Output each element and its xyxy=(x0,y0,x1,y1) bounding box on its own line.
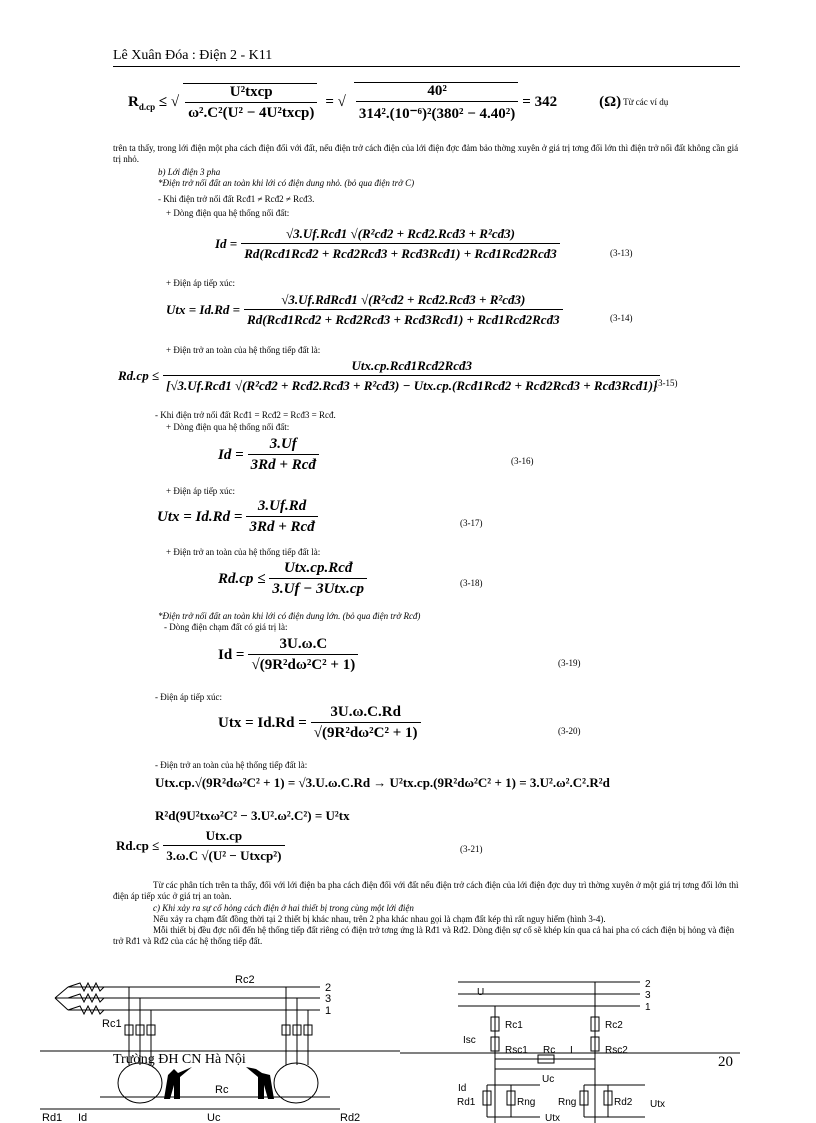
heading-b: b) Lới điện 3 pha xyxy=(158,167,221,177)
equation-3-13: Id = $\frac{\text{√3.Uf.Rcđ1 √(R²cđ2 + Rcđ2.Rcđ3 + R²cđ3)}}{\text{Rd(Rcđ1Rcđ2 + Rcđ2Rcđ3 + Rcđ3Rcđ1) + Rcđ1Rcđ2Rcđ3}}$ xyxy=(215,226,564,262)
derivation-line-a: Utx.cp.√(9R²dω²C² + 1) = √3.U.ω.C.Rd → U²tx.cp.(9R²dω²C² + 1) = 3.U².ω².C².R²d xyxy=(155,775,610,790)
equation-3-17: Utx = Id.Rd = $\frac{3.Uf.Rd}{\text{3Rd + Rcđ}}$ xyxy=(157,498,322,536)
current-label-2: + Dòng điện qua hệ thống nối đất: xyxy=(166,422,290,432)
label-rc: Rc xyxy=(215,1084,229,1096)
star-note-2: *Điện trở nối đất an toàn khi lới có điện dung lớn. (bỏ qua điện trở Rcđ) xyxy=(158,611,421,621)
voltage-label-1: + Điện áp tiếp xúc: xyxy=(166,278,236,288)
svg-text:1: 1 xyxy=(325,1005,332,1017)
safe-label-1: + Điện trở an toàn của hệ thống tiếp đất là: xyxy=(166,345,321,355)
current-label-1: + Dòng điện qua hệ thống nối đất: xyxy=(166,208,290,218)
label-rc1: Rc1 xyxy=(102,1018,122,1030)
eq-number-3-14: (3-14) xyxy=(610,313,633,323)
derivation-line-b: R²d(9U²txω²C² − 3.U².ω².C²) = U²tx xyxy=(155,808,350,823)
eq-top-trailing: Từ các ví dụ xyxy=(623,97,669,107)
svg-text:Rc1: Rc1 xyxy=(505,1020,523,1031)
figure-double-fault-physical xyxy=(40,965,400,1123)
svg-text:Rd1: Rd1 xyxy=(457,1097,476,1108)
voltage-label-3: - Điện áp tiếp xúc: xyxy=(155,692,222,702)
svg-text:2: 2 xyxy=(645,979,651,990)
svg-text:Rsc1: Rsc1 xyxy=(505,1045,528,1056)
equation-3-18: Rd.cp ≤ $\frac{\text{Utx.cp.Rcđ}}{\text{3.Uf − 3Utx.cp}}$ xyxy=(218,560,371,598)
label-rd2: Rd2 xyxy=(340,1112,361,1123)
paragraph-1: trên ta thấy, trong lới điện một pha cách điện đối với đất, nếu điện trở cách điện của lới điện đợc đảm bảo thờng xuyên ở giá trị tơng đối lớn thì điện trở nối đất không cần giá trị nhỏ. xyxy=(113,143,739,164)
heading-c: c) Khi xảy ra sự cố hỏng cách điện ở hai thiết bị trong cùng một lới điện xyxy=(153,903,414,913)
eq-top-den1: ω².C²(U² − 4U²txcp) xyxy=(185,102,317,122)
eq-number-3-13: (3-13) xyxy=(610,248,633,258)
eq-top-num2: 40² xyxy=(427,83,447,99)
svg-text:Rd2: Rd2 xyxy=(614,1097,633,1108)
svg-text:Rc: Rc xyxy=(543,1045,556,1056)
figure-double-fault-circuit xyxy=(400,965,760,1123)
equation-3-16: Id = $\frac{3.Uf}{\text{3Rd + Rcđ}}$ xyxy=(218,436,323,474)
eq-number-3-17: (3-17) xyxy=(460,518,483,528)
voltage-label-2: + Điện áp tiếp xúc: xyxy=(166,486,236,496)
c-paragraph-1: Nếu xảy ra chạm đất đồng thời tại 2 thiết bị khác nhau, trên 2 pha khác nhau gọi là chạm đất kép thì rất nguy hiểm (hình 3-4). xyxy=(153,914,606,924)
svg-text:Rc2: Rc2 xyxy=(605,1020,623,1031)
safe-label-3: - Điện trở an toàn của hệ thống tiếp đất là: xyxy=(155,760,308,770)
conclusion-paragraph: Từ các phân tích trên ta thấy, đối với lới điện ba pha cách điện đối với đất nếu điện trở cách điện của lới điện đợc duy trì thờng xuyên ở một giá trị tơng đối lớn thì điện áp tiếp xúc ở giá trị an toàn. xyxy=(113,880,739,901)
eq-number-3-19: (3-19) xyxy=(558,658,581,668)
equation-top: $R_{d.cp}$ ≤ √ $\frac{\text{U²txcp}}{\text{ω².C²(U² − 4U²txcp)}}$ = √ $\frac{\text{40²}}{\text{314².(10⁻⁶)²(380² − 4.40²)}}$ = 342 (Ω) Từ các ví dụ xyxy=(128,83,669,122)
fault-current-label: - Dòng điện chạm đất có giá trị là: xyxy=(164,622,288,632)
svg-text:Id: Id xyxy=(78,1112,88,1123)
star-note-1: *Điện trở nối đất an toàn khi lới có điện dung nhỏ. (bỏ qua điện trở C) xyxy=(158,178,415,188)
svg-text:Uc: Uc xyxy=(542,1074,555,1085)
eq-number-3-16: (3-16) xyxy=(511,456,534,466)
svg-text:Rng: Rng xyxy=(517,1097,536,1108)
equation-3-21: Rd.cp ≤ $\frac{\text{Utx.cp}}{\text{3.ω.C √(U² − Utxcp²)}}$ xyxy=(116,828,289,864)
eq-lhs: $R_{d.cp}$ ≤ √ xyxy=(128,93,180,112)
svg-text:1: 1 xyxy=(645,1002,651,1013)
label-rd1: Rd1 xyxy=(42,1112,63,1123)
svg-text:Rng: Rng xyxy=(558,1097,577,1108)
case-1: - Khi điện trở nối đất Rcđ1 ≠ Rcđ2 ≠ Rcđ3. xyxy=(158,194,315,204)
page-number: 20 xyxy=(718,1054,733,1070)
svg-text:I: I xyxy=(570,1045,573,1056)
eq-number-3-15: (3-15) xyxy=(655,378,678,388)
eq-number-3-20: (3-20) xyxy=(558,726,581,736)
equation-3-14: Utx = Id.Rd = $\frac{\text{√3.Uf.RdRcđ1 √(R²cđ2 + Rcđ2.Rcđ3 + R²cđ3)}}{\text{Rd(Rcđ1Rcđ2 + Rcđ2Rcđ3 + Rcđ3Rcđ1) + Rcđ1Rcđ2Rcđ3}}$ xyxy=(166,292,567,328)
equation-3-19: Id = $\frac{3U.\omega.C}{\text{√(9R²dω²C² + 1)}}$ xyxy=(218,636,362,674)
equation-3-15: Rd.cp ≤ Utx.cp.Rcđ1Rcđ2Rcđ3 [√3.Uf.Rcđ1 √(R²cđ2 + Rcđ2.Rcđ3 + R²cđ3) − Utx.cp.(Rcđ1Rcđ2 + Rcđ2Rcđ3 + Rcđ3Rcđ1)] xyxy=(118,358,664,394)
header-rule xyxy=(113,66,740,67)
eq-top-unit: (Ω) xyxy=(599,94,622,110)
footer-text: Trường ĐH CN Hà Nội xyxy=(113,1052,246,1067)
svg-text:2: 2 xyxy=(325,982,332,994)
c-paragraph-2: Mỗi thiết bị đều đợc nối đến hệ thống tiếp đất riêng có điện trở tơng ứng là Rđ1 và Rđ2. Dòng điện sự cố sẽ khép kín qua cả hai pha có cách điện bị hỏng và điện trở Rđ1 và Rđ2 của các hệ thống tiếp đất. xyxy=(113,925,735,946)
eq-number-3-18: (3-18) xyxy=(460,578,483,588)
label-u: U xyxy=(477,987,485,998)
eq-top-num1: U²txcp xyxy=(229,84,273,100)
svg-text:Utx: Utx xyxy=(545,1113,560,1123)
eq-number-3-21: (3-21) xyxy=(460,844,483,854)
label-rc2: Rc2 xyxy=(235,974,255,986)
equation-3-20: Utx = Id.Rd = $\frac{3U.\omega.C.Rd}{\text{√(9R²dω²C² + 1)}}$ xyxy=(218,704,425,742)
svg-text:Rsc2: Rsc2 xyxy=(605,1045,628,1056)
page-header: Lê Xuân Đóa : Điện 2 - K11 xyxy=(113,48,273,63)
eq-top-result: = 342 xyxy=(522,94,558,110)
svg-text:3: 3 xyxy=(645,990,651,1001)
safe-label-2: + Điện trở an toàn của hệ thống tiếp đất là: xyxy=(166,547,321,557)
label-uc: Uc xyxy=(207,1112,221,1123)
svg-text:Utx: Utx xyxy=(650,1099,665,1110)
svg-text:3: 3 xyxy=(325,993,332,1005)
svg-text:Id: Id xyxy=(458,1083,467,1094)
eq-top-den2: 314².(10⁻⁶)²(380² − 4.40²) xyxy=(356,101,518,123)
svg-text:Isc: Isc xyxy=(463,1035,476,1046)
case-2: - Khi điện trở nối đất Rcđ1 = Rcđ2 = Rcđ3 = Rcđ. xyxy=(155,410,336,420)
